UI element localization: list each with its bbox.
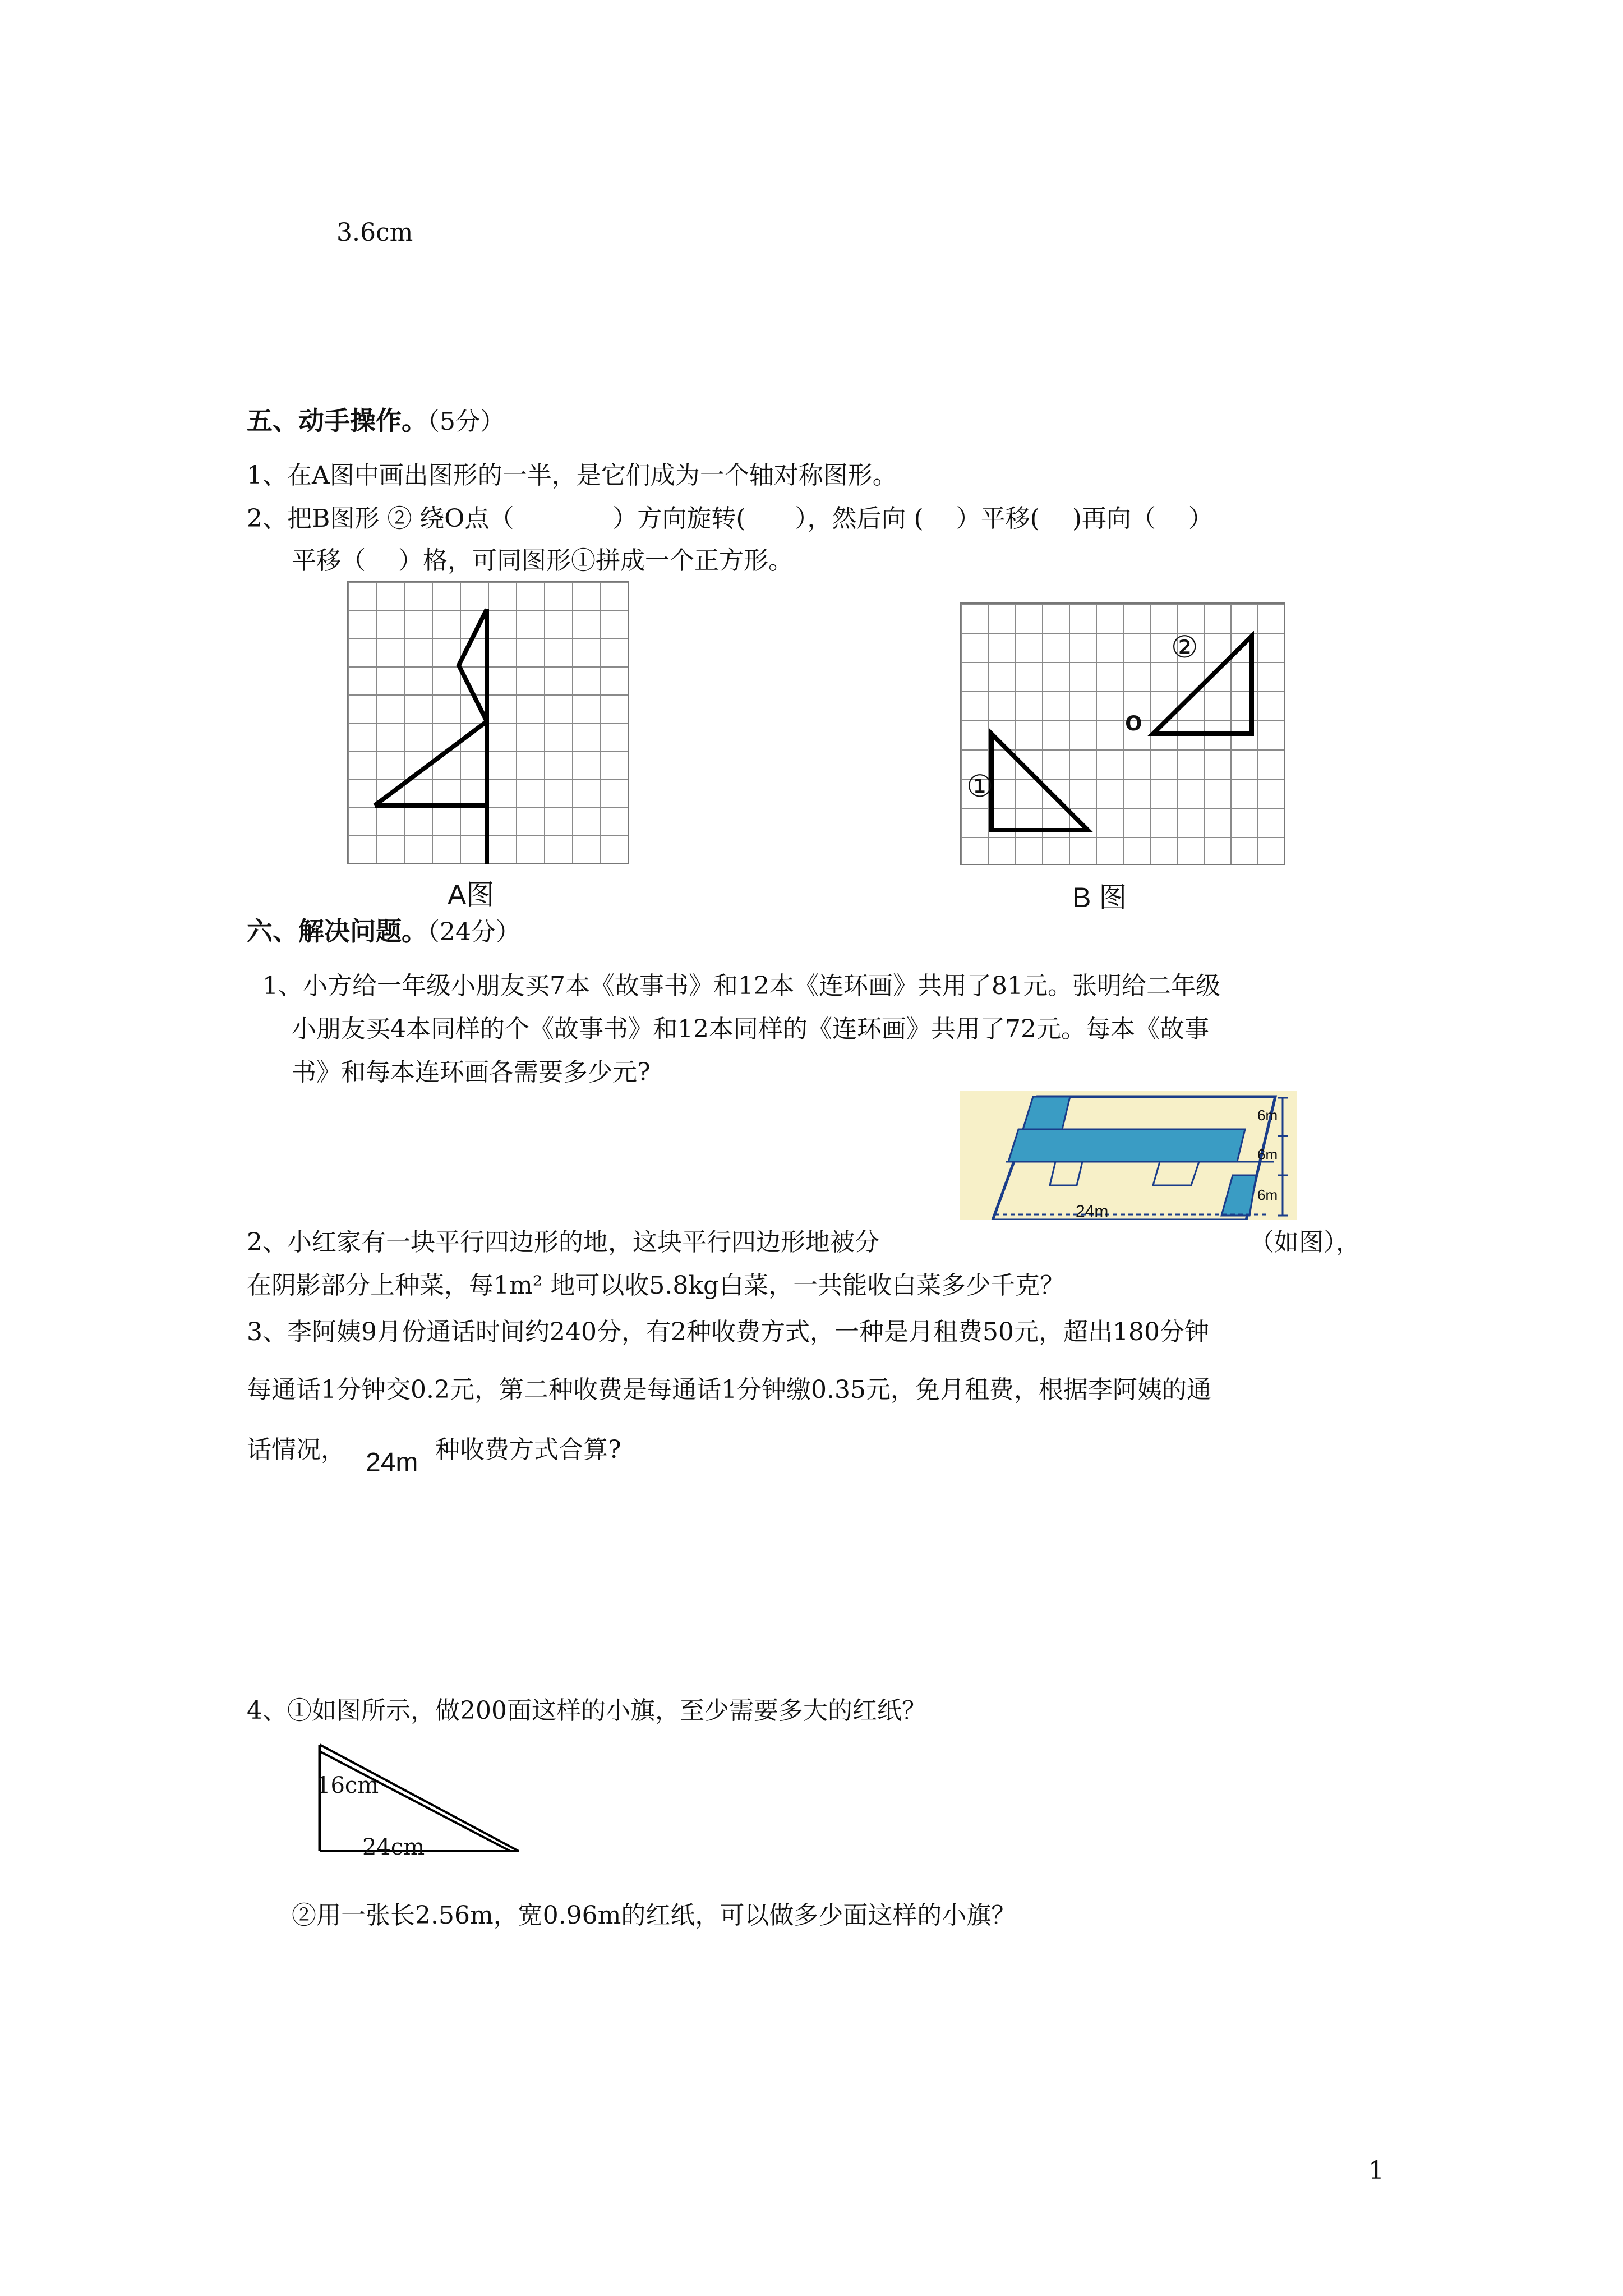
flag-base-label: 24cm bbox=[362, 1834, 425, 1860]
section6-q4-line2: ②用一张长2.56m，宽0.96m的红纸，可以做多少面这样的小旗？ bbox=[292, 1901, 1016, 1930]
parallelogram-height-2: 6m bbox=[1257, 1146, 1278, 1163]
parallelogram-figure bbox=[960, 1091, 1297, 1220]
section5-q2-line1: 2、把B图形 ② 绕O点（ ）方向旋转( ），然后向 ( ）平移( )再向（ ） bbox=[247, 504, 1213, 533]
section6-q2-line1-b: （如图）， bbox=[1249, 1228, 1361, 1257]
figure-b-label: B 图 bbox=[1072, 882, 1127, 913]
parallelogram-shape bbox=[960, 1091, 1297, 1220]
section6-q2-line2: 在阴影部分上种菜，每1m² 地可以收5.8kg白菜，一共能收白菜多少千克？ bbox=[247, 1271, 1065, 1300]
flag-height-label: 16cm bbox=[316, 1773, 379, 1798]
section6-q1-line1: 1、小方给一年级小朋友买7本《故事书》和12本《连环画》共用了81元。张明给二年级 bbox=[262, 972, 1220, 1000]
section6-q3-line1: 3、李阿姨9月份通话时间约240分，有2种收费方式，一种是月租费50元，超出180分钟 bbox=[247, 1318, 1209, 1346]
figure-b-shape2-label: ② bbox=[1171, 631, 1198, 664]
section5-heading bbox=[247, 404, 505, 439]
section6-q3-line3-b: 种收费方式合算? bbox=[435, 1435, 621, 1464]
page-number: 1 bbox=[1368, 2156, 1384, 2185]
section6-score: （24分） bbox=[427, 918, 520, 946]
section6-q3-overlay: 24m bbox=[366, 1448, 418, 1478]
parallelogram-base: 24m bbox=[1076, 1202, 1109, 1221]
figure-b-point-o: o bbox=[1125, 705, 1142, 737]
section6-q2-line1 bbox=[247, 1226, 1361, 1259]
section6-heading bbox=[247, 914, 520, 949]
section5-q1: 1、在A图中画出图形的一半，是它们成为一个轴对称图形。 bbox=[247, 461, 897, 490]
section6-q1-line2: 小朋友买4本同样的个《故事书》和12本同样的《连环画》共用了72元。每本《故事 bbox=[292, 1015, 1209, 1043]
figure-b-shapes bbox=[960, 602, 1285, 866]
section5-q2-line2: 平移（ ）格，可同图形①拼成一个正方形。 bbox=[292, 546, 793, 575]
section6-q3-line2: 每通话1分钟交0.2元，第二种收费是每通话1分钟缴0.35元，免月租费，根据李阿姨的通 bbox=[247, 1375, 1211, 1404]
section6-q4-line1: 4、①如图所示，做200面这样的小旗，至少需要多大的红纸？ bbox=[247, 1696, 926, 1725]
section5-title: 五、动手操作。 bbox=[247, 406, 427, 436]
section6-q3-line3 bbox=[247, 1433, 621, 1467]
parallelogram-height-3: 6m bbox=[1257, 1186, 1278, 1203]
figure-a-shape bbox=[347, 581, 629, 864]
section6-q3-line3-a: 话情况， bbox=[247, 1435, 345, 1464]
figure-a-label: A图 bbox=[448, 879, 495, 910]
parallelogram-height-1: 6m bbox=[1257, 1107, 1278, 1124]
figure-b-shape1-label: ① bbox=[966, 770, 994, 803]
section5-score: （5分） bbox=[427, 407, 505, 436]
top-measure: 3.6cm bbox=[336, 218, 413, 247]
section6-q1-line3: 书》和每本连环画各需要多少元? bbox=[292, 1058, 651, 1087]
section6-title: 六、解决问题。 bbox=[247, 916, 427, 946]
section6-q2-line1-a: 2、小红家有一块平行四边形的地，这块平行四边形地被分 bbox=[247, 1228, 879, 1257]
